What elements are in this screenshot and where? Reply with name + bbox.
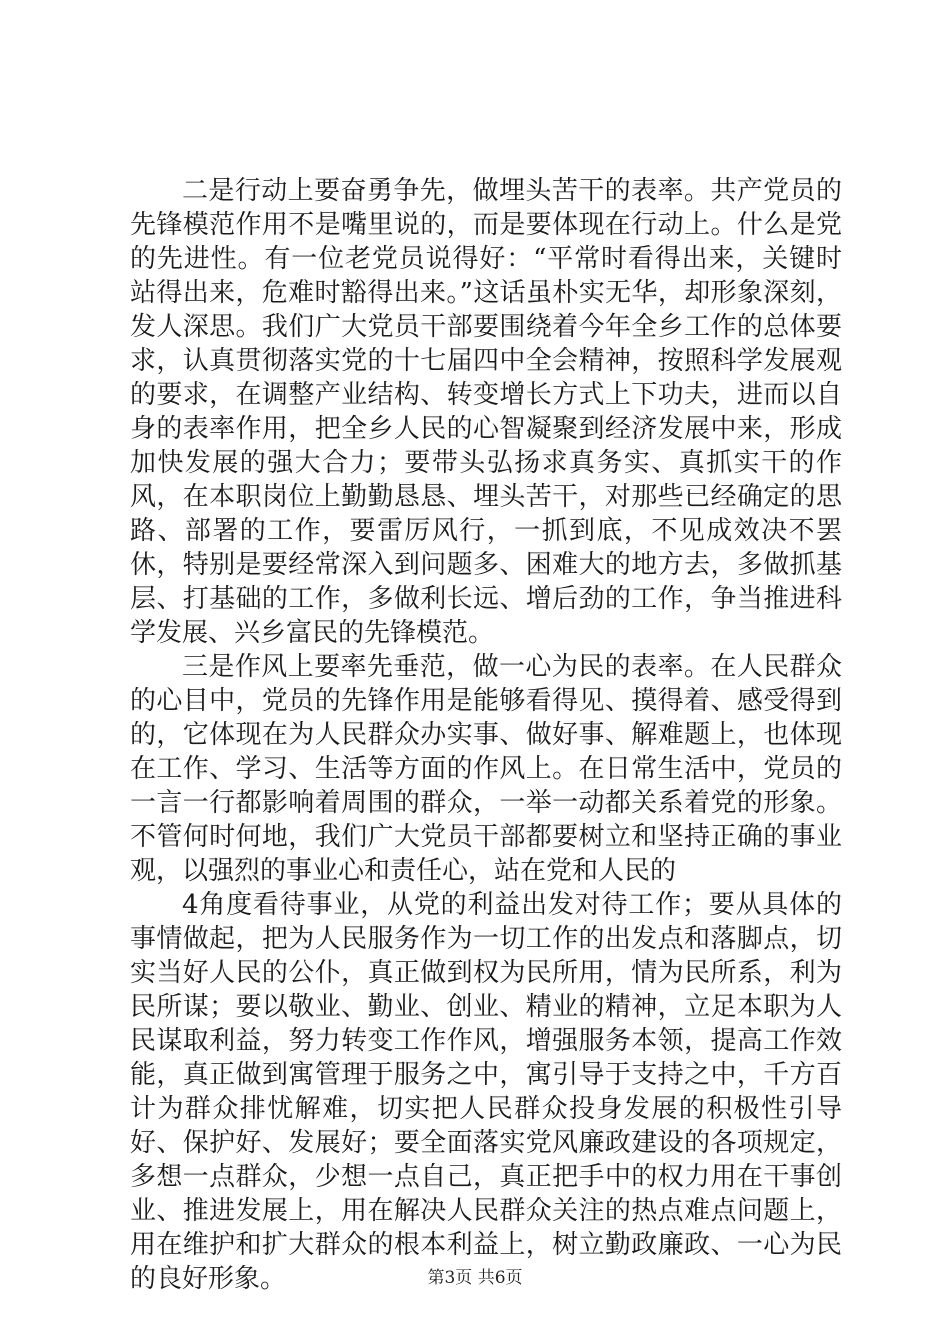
paragraph-perspective: 4角度看待事业，从党的利益出发对待工作；要从具体的事情做起，把为人民服务作为一切工作的出发点和落脚点，切实当好人民的公仆，真正做到权为民所用，情为民所系，利为民所谋；要以敬业、勤业、创业、精业的精神，立足本职为人民谋取利益，努力转变工作作风，增强服务本领，提高工作效能，真正做到寓管理于服务之中，寓引导于支持之中，千方百计为群众排忧解难，切实把人民群众投身发展的积极性引导好、保护好、发展好；要全面落实党风廉政建设的各项规定，多想一点群众，少想一点自己，真正把手中的权力用在干事创业、推进发展上，用在解决人民群众关注的热点难点问题上，用在维护和扩大群众的根本利益上，树立勤政廉政、一心为民的良好形象。 [130,890,842,1294]
document-body [130,174,842,1296]
paragraph-action: 二是行动上要奋勇争先，做埋头苦干的表率。共产党员的先锋模范作用不是嘴里说的，而是要体现在行动上。什么是党的先进性。有一位老党员说得好：“平常时看得出来，关键时站得出来，危难时豁得出来。”这话虽朴实无华，却形象深刻，发人深思。我们广大党员干部要围绕着今年全乡工作的总体要求，认真贯彻落实党的十七届四中全会精神，按照科学发展观的要求，在调整产业结构、转变增长方式上下功夫，进而以自身的表率作用，把全乡人民的心智凝聚到经济发展中来，形成加快发展的强大合力；要带头弘扬求真务实、真抓实干的作风，在本职岗位上勤勤恳恳、埋头苦干，对那些已经确定的思路、部署的工作，要雷厉风行，一抓到底，不见成效决不罢休，特别是要经常深入到问题多、困难大的地方去，多做抓基层、打基础的工作，多做利长远、增后劲的工作，争当推进科学发展、兴乡富民的先锋模范。 [130,176,842,648]
paragraph-style: 三是作风上要率先垂范，做一心为民的表率。在人民群众的心目中，党员的先锋作用是能够看得见、摸得着、感受得到的，它体现在为人民群众办实事、做好事、解难题上，也体现在工作、学习、生活等方面的作风上。在日常生活中，党员的一言一行都影响着周围的群众，一举一动都关系着党的形象。不管何时何地，我们广大党员干部都要树立和坚持正确的事业观，以强烈的事业心和责任心，站在党和人民的 [130,652,842,886]
page-number-footer: 第3页 共6页 [427,1268,523,1288]
